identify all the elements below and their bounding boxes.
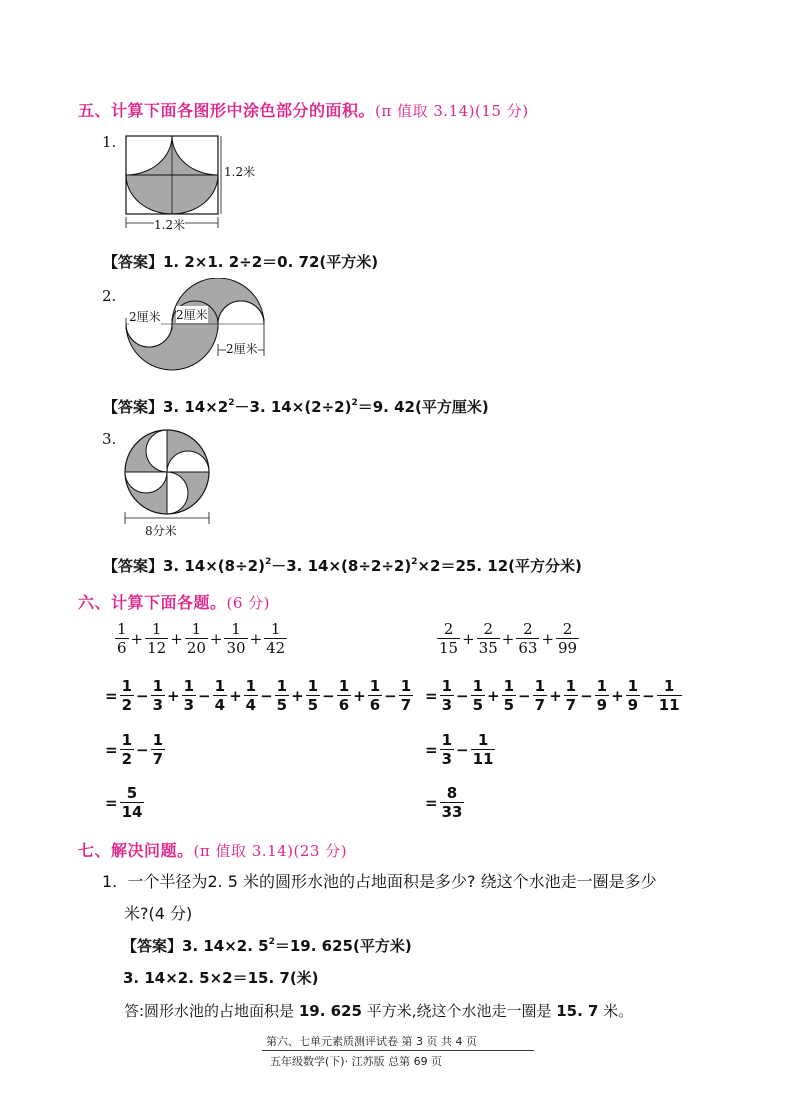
- calc-1-expression: $\frac{1}{6}$ + $\frac{1}{12}$ + $\frac{1}{20}$ + $\frac{1}{30}$ + $\frac{1}{42}$: [117, 620, 286, 657]
- answer-3-part-b: －3. 14×(8÷2÷2): [271, 557, 412, 575]
- exponent: 2: [264, 557, 272, 567]
- calc-2-step-1: = $\frac{1}{3}$ − $\frac{1}{5}$ + $\frac{1}{5}$ − $\frac{1}{7}$ + $\frac{1}{7}$ − $\frac{1}{9}$ + $\frac{1}{9}$ − $\frac{1}{11}$: [425, 677, 680, 714]
- calc-2-result: = $\frac{8}{33}$: [425, 784, 463, 821]
- problem-3-number: 3.: [102, 430, 117, 448]
- footer-line-1: 第六、七单元素质测评试卷 第 3 页 共 4 页: [266, 1035, 477, 1048]
- section-5-note: (π 值取 3.14)(15 分): [375, 102, 529, 120]
- conclusion-part-e: 米。: [598, 1002, 634, 1020]
- footer-line-2: 五年级数学(下)· 江苏版 总第 69 页: [270, 1055, 443, 1068]
- conclusion-area-value: 19. 625: [298, 1002, 362, 1020]
- section-5-title-text: 五、计算下面各图形中涂色部分的面积。: [78, 101, 376, 120]
- figure-1-side-label: 1.2米: [224, 165, 256, 179]
- footer-divider: [262, 1050, 534, 1051]
- figure-2-taiji: [118, 278, 278, 388]
- section-6-title: [78, 590, 270, 613]
- exponent: 2: [268, 937, 275, 947]
- figure-2-label-a: 2厘米: [129, 310, 161, 324]
- answer-2-part-a: 【答案】3. 14×2: [103, 398, 229, 416]
- problem-1-number: 1.: [102, 133, 117, 151]
- question-1-answer-1-part-a: 【答案】3. 14×2. 5: [122, 937, 269, 955]
- conclusion-part-c: 平方米,绕这个水池走一圈是: [361, 1002, 557, 1020]
- question-1-line-2: 米?(4 分): [124, 904, 193, 923]
- calc-2-expression: $\frac{2}{15}$ + $\frac{2}{35}$ + $\frac{2}{63}$ + $\frac{2}{99}$: [439, 620, 578, 657]
- section-7-title-text: 七、解决问题。: [78, 841, 194, 860]
- calc-1-step-1: = $\frac{1}{2}$ − $\frac{1}{3}$ + $\frac{1}{3}$ − $\frac{1}{4}$ + $\frac{1}{4}$ − $\frac{1}{5}$ + $\frac{1}{5}$ − $\frac{1}{6}$ + $\frac{1}{6}$ − $\frac{1}{7}$: [105, 677, 412, 714]
- section-6-title-text: 六、计算下面各题。: [78, 593, 227, 612]
- exponent: 2: [228, 398, 235, 408]
- answer-3-part-a: 【答案】3. 14×(8÷2): [103, 557, 265, 575]
- calc-2-step-2: = $\frac{1}{3}$ − $\frac{1}{11}$: [425, 731, 494, 768]
- exponent: 2: [411, 557, 418, 567]
- calc-1-result: = $\frac{5}{14}$: [105, 784, 143, 821]
- conclusion-part-a: 答:圆形水池的占地面积是: [124, 1002, 299, 1020]
- answer-2: [103, 396, 489, 417]
- section-7-title: [78, 838, 347, 861]
- answer-3-part-c: ×2＝25. 12(平方分米): [417, 557, 582, 575]
- calc-1-step-2: = $\frac{1}{2}$ − $\frac{1}{7}$: [105, 731, 164, 768]
- figure-3-label: 8分米: [145, 524, 177, 538]
- answer-3: [103, 555, 582, 576]
- figure-3-pinwheel-circle: [120, 426, 220, 536]
- section-7-note: (π 值取 3.14)(23 分): [193, 842, 348, 860]
- question-1-answer-1-part-b: ＝19. 625(平方米): [274, 937, 412, 955]
- question-1-number: 1.: [102, 872, 118, 891]
- section-6-note: (6 分): [226, 594, 271, 612]
- answer-2-part-c: ＝9. 42(平方厘米): [357, 398, 489, 416]
- question-1-conclusion: [124, 1000, 633, 1021]
- question-1-line-1: [102, 869, 657, 892]
- section-5-title: [78, 98, 529, 121]
- conclusion-perimeter-value: 15. 7: [556, 1002, 599, 1020]
- figure-1-bottom-label: 1.2米: [154, 218, 186, 232]
- exponent: 2: [351, 398, 358, 408]
- question-1-answer-1: [122, 935, 412, 956]
- problem-2-number: 2.: [102, 287, 117, 305]
- answer-1: 【答案】1. 2×1. 2÷2＝0. 72(平方米): [103, 253, 379, 271]
- question-1-answer-2: 3. 14×2. 5×2＝15. 7(米): [123, 969, 319, 987]
- figure-2-label-c: 2厘米: [226, 342, 258, 356]
- figure-1-square-shaded: [110, 128, 270, 240]
- figure-2-label-b: 2厘米: [176, 308, 208, 322]
- answer-2-part-b: －3. 14×(2÷2): [234, 398, 352, 416]
- question-1-text: 一个半径为2. 5 米的圆形水池的占地面积是多少? 绕这个水池走一圈是多少: [127, 872, 657, 891]
